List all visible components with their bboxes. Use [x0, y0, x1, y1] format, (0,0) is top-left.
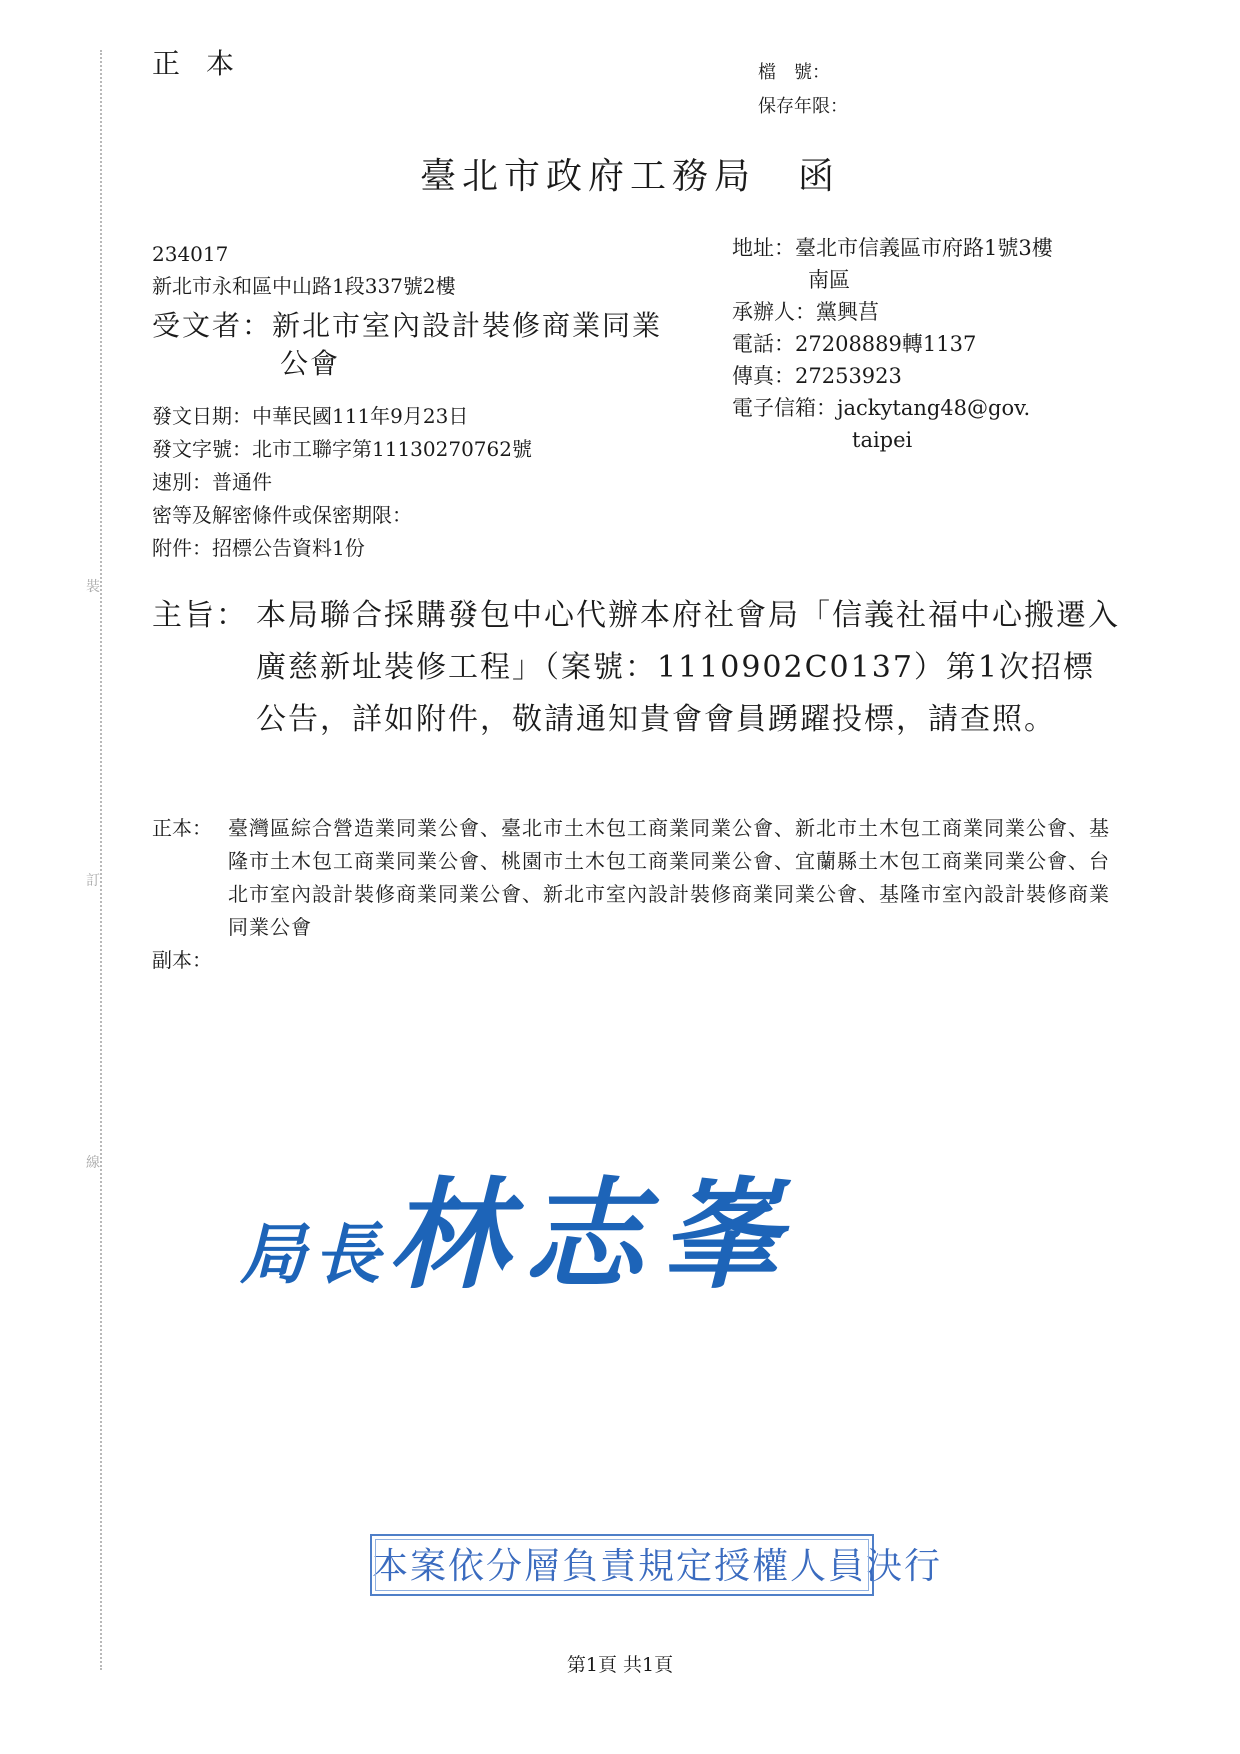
signature	[240, 1140, 796, 1312]
binding-line	[100, 50, 102, 1670]
binding-char-zhuang: 裝	[86, 579, 100, 595]
speed: 速別：普通件	[152, 470, 272, 494]
contact-address: 地址：臺北市信義區市府路1號3樓	[732, 236, 1053, 260]
contact-phone: 電話：27208889轉1137	[732, 332, 977, 356]
attachment: 附件：招標公告資料1份	[152, 536, 365, 560]
recipient-name	[152, 307, 712, 383]
security-level: 密等及解密條件或保密期限：	[152, 503, 412, 527]
subject-label: 主旨：	[152, 598, 248, 633]
subject-text: 本局聯合採購發包中心代辦本府社會局「信義社福中心搬遷入廣慈新址裝修工程」（案號：1110902C0137）第1次招標公告，詳如附件，敬請通知貴會會員踴躍投標，請查照。	[256, 598, 1120, 737]
binding-char-ding: 訂	[86, 873, 100, 889]
recipient-name-line2: 公會	[280, 347, 341, 380]
contact-officer: 承辦人：黨興莒	[732, 300, 879, 324]
cc-label: 副本：	[152, 948, 212, 972]
contact-email-cont: taipei	[852, 428, 913, 452]
page-number: 第1頁 共1頁	[566, 1654, 674, 1676]
contact-email: 電子信箱：jackytang48@gov.	[732, 396, 1031, 420]
file-number-label: 檔 號：	[758, 62, 830, 83]
signature-role: 局長	[240, 1215, 388, 1293]
subject-block	[152, 590, 1124, 746]
copy-mark: 正本	[152, 47, 261, 80]
document-number: 發文字號：北市工聯字第11130270762號	[152, 437, 532, 461]
contact-fax: 傳真：27253923	[732, 364, 902, 388]
meta-block	[152, 400, 532, 565]
recipient-name-line1: 受文者：新北市室內設計裝修商業同業	[152, 309, 663, 342]
primary-recipients-text: 臺灣區綜合營造業同業公會、臺北市土木包工商業同業公會、新北市土木包工商業同業公會、基隆市土木包工商業同業公會、桃園市土木包工商業同業公會、宜蘭縣土木包工商業同業公會、台北市室內設計裝修商業同業公會、新北市室內設計裝修商業同業公會、基隆市室內設計裝修商業同業公會	[228, 816, 1110, 939]
document-title: 臺北市政府工務局 函	[420, 156, 841, 197]
signature-name: 林志峯	[388, 1165, 796, 1306]
authorization-stamp: 本案依分層負責規定授權人員決行	[370, 1534, 874, 1596]
primary-recipients-label: 正本：	[152, 816, 212, 840]
issue-date: 發文日期：中華民國111年9月23日	[152, 404, 469, 428]
contact-address-cont: 南區	[808, 268, 850, 292]
retention-label: 保存年限：	[758, 96, 848, 117]
recipient-address: 新北市永和區中山路1段337號2樓	[152, 274, 456, 298]
contact-block	[732, 232, 1132, 456]
distribution-block	[152, 812, 1124, 944]
recipient-address-block	[152, 238, 456, 302]
binding-char-xian: 線	[86, 1155, 100, 1171]
postal-code: 234017	[152, 242, 229, 266]
